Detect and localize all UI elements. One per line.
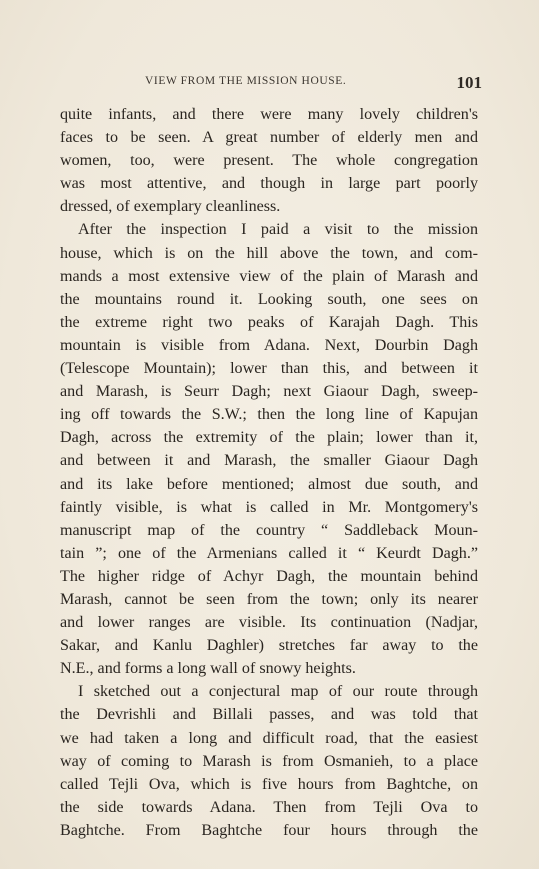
text-line: The higher ridge of Achyr Dagh, the mountain behind	[60, 567, 478, 585]
text-line: and its lake before mentioned; almost due south, and	[60, 475, 478, 493]
text-line: Dagh, across the extremity of the plain; lower than it,	[60, 429, 478, 447]
text-line: dressed, of exemplary cleanliness.	[60, 198, 281, 216]
text-line: After the inspection I paid a visit to the mission	[78, 221, 478, 239]
text-line: Baghtche. From Baghtche four hours through the	[60, 821, 478, 839]
text-line: tain ”; one of the Armenians called it “ Keurdt Dagh.”	[60, 544, 478, 562]
text-line: Marash, cannot be seen from the town; only its nearer	[60, 590, 478, 608]
running-header	[60, 73, 482, 93]
text-line: we had taken a long and difficult road, that the easiest	[60, 729, 478, 747]
text-line: women, too, were present. The whole congregation	[60, 152, 478, 170]
page-number: 101	[456, 73, 482, 92]
text-line: Sakar, and Kanlu Daghler) stretches far away to the	[60, 637, 478, 655]
text-line: mands a most extensive view of the plain of Marash and	[60, 267, 478, 285]
body-text	[60, 103, 478, 842]
text-line: the side towards Adana. Then from Tejli Ova to	[60, 798, 478, 816]
text-line: ing off towards the S.W.; then the long line of Kapujan	[60, 406, 478, 424]
text-line: N.E., and forms a long wall of snowy heights.	[60, 660, 356, 678]
text-line: I sketched out a conjectural map of our route through	[78, 683, 478, 701]
text-line: way of coming to Marash is from Osmanieh, to a place	[60, 752, 478, 770]
text-line: house, which is on the hill above the town, and com-	[60, 244, 478, 262]
running-title: VIEW FROM THE MISSION HOUSE.	[145, 75, 347, 87]
text-line: faintly visible, is what is called in Mr. Montgomery's	[60, 498, 478, 516]
text-line: faces to be seen. A great number of elderly men and	[60, 129, 478, 147]
text-line: quite infants, and there were many lovely children's	[60, 106, 478, 123]
text-line: the mountains round it. Looking south, one sees on	[60, 290, 478, 308]
text-line: the extreme right two peaks of Karajah Dagh. This	[60, 313, 478, 331]
text-line: was most attentive, and though in large part poorly	[60, 175, 478, 193]
text-line: the Devrishli and Billali passes, and was told that	[60, 706, 478, 724]
text-line: and between it and Marash, the smaller Giaour Dagh	[60, 452, 478, 470]
text-line: called Tejli Ova, which is five hours from Baghtche, on	[60, 775, 478, 793]
text-line: manuscript map of the country “ Saddleback Moun-	[60, 521, 478, 539]
text-line: and lower ranges are visible. Its continuation (Nadjar,	[60, 614, 478, 632]
text-line: (Telescope Mountain); lower than this, and between it	[60, 360, 478, 378]
text-line: mountain is visible from Adana. Next, Dourbin Dagh	[60, 336, 478, 354]
text-line: and Marash, is Seurr Dagh; next Giaour Dagh, sweep-	[60, 383, 478, 401]
